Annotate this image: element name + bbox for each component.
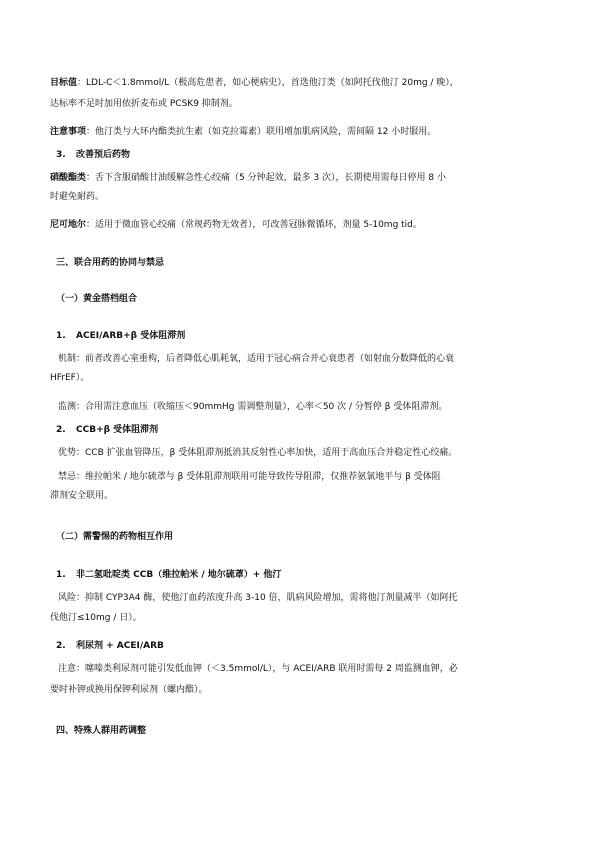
contraindication-line1: 禁忌：维拉帕米 / 地尔硫䓬与 β 受体阻滞剂联用可能导致传导阻滞，仅推荐氨氯地平与 β 受体阻 — [58, 472, 441, 482]
nicorandil-text: ：适用于微血管心绞痛（常规药物无效者），可改善冠脉微循环，剂量 5-10mg tid。 — [86, 220, 422, 230]
heading-title: 利尿剂 + ACEI/ARB — [76, 641, 164, 651]
section-three-heading — [50, 256, 555, 270]
target-value-paragraph — [50, 76, 555, 111]
advantage-text: 优势：CCB 扩张血管降压，β 受体阻滞剂抵消其反射性心率加快，适用于高血压合并稳定性心绞痛。 — [58, 448, 458, 458]
nitrates-paragraph — [50, 171, 555, 204]
risk-line2: 伐他汀≤10mg / 日）。 — [50, 613, 142, 623]
section-four-heading — [50, 724, 555, 738]
heading-title: 非二氢吡啶类 CCB（维拉帕米 / 地尔硫䓬）+ 他汀 — [76, 570, 282, 580]
heading-title: 改善预后药物 — [76, 150, 131, 160]
nicorandil-label: 尼可地尔 — [50, 220, 87, 230]
contraindication-line2: 滞剂安全联用。 — [50, 491, 114, 501]
target-value-label: 目标值 — [50, 78, 78, 88]
diuretic-acei-heading — [50, 639, 555, 653]
precautions-paragraph — [50, 125, 555, 139]
heading-title: CCB+β 受体阻滞剂 — [76, 425, 159, 435]
heading-number: 1. — [56, 570, 66, 580]
ccb-statin-risk — [50, 591, 555, 625]
target-value-text-line1: ：LDL-C＜1.8mmol/L（极高危患者，如心梗病史），首选他汀类（如阿托伐他汀 20mg / 晚）， — [77, 78, 459, 88]
section-four-heading-text: 四、特殊人群用药调整 — [56, 726, 147, 736]
golden-combination-heading — [50, 292, 555, 306]
nitrates-label: 硝酸酯类 — [50, 173, 87, 183]
ccb-beta-blocker-heading — [50, 423, 555, 437]
nitrates-text-line1: ：舌下含服硝酸甘油缓解急性心绞痛（5 分钟起效，最多 3 次），长期使用需每日停用 8 小 — [86, 173, 447, 183]
ccb-beta-blocker-advantage — [50, 446, 555, 460]
risk-line1: 风险：抑制 CYP3A4 酶，使他汀血药浓度升高 3-10 倍，肌病风险增加，需将他汀剂量减半（如阿托 — [58, 593, 458, 603]
note-line2: 要时补钾或换用保钾利尿剂（螺内酯）。 — [50, 685, 208, 695]
section-three-heading-text: 三、联合用药的协同与禁忌 — [56, 258, 165, 268]
mechanism-line2: HFrEF）。 — [50, 373, 90, 383]
nitrates-text-line2: 时避免耐药。 — [50, 192, 105, 202]
heading-number: 3. — [56, 150, 66, 160]
golden-combination-heading-text: （一）黄金搭档组合 — [56, 294, 138, 304]
mechanism-line1: 机制：前者改善心室重构，后者降低心肌耗氧，适用于冠心病合并心衰患者（如射血分数降低的心衰 — [58, 354, 455, 364]
precautions-text: ：他汀类与大环内酯类抗生素（如克拉霉素）联用增加肌病风险，需间隔 12 小时服用。 — [86, 127, 437, 137]
prognosis-drugs-heading — [50, 148, 555, 162]
acei-beta-blocker-heading — [50, 329, 555, 343]
nicorandil-paragraph — [50, 218, 555, 232]
heading-number: 2. — [56, 425, 66, 435]
heading-number: 2. — [56, 641, 66, 651]
ccb-beta-blocker-contraindication — [50, 470, 555, 503]
diuretic-acei-note — [50, 662, 555, 697]
heading-title: ACEI/ARB+β 受体阻滞剂 — [76, 331, 186, 341]
heading-number: 1. — [56, 331, 66, 341]
drug-interactions-heading-text: （二）需警惕的药物相互作用 — [56, 532, 174, 542]
acei-beta-blocker-mechanism — [50, 352, 555, 385]
precautions-label: 注意事项 — [50, 127, 87, 137]
acei-beta-blocker-monitoring — [50, 400, 555, 414]
target-value-text-line2: 达标率不足时加用依折麦布或 PCSK9 抑制剂。 — [50, 99, 238, 109]
note-line1: 注意：噻嗪类利尿剂可能引发低血钾（＜3.5mmol/L），与 ACEI/ARB 联用时需每 2 周监测血钾，必 — [58, 664, 458, 674]
drug-interactions-heading — [50, 530, 555, 544]
monitoring-text: 监测：合用需注意血压（收缩压＜90mmHg 需调整剂量），心率＜50 次 / 分暂停 β 受体阻滞剂。 — [58, 402, 448, 412]
ccb-statin-heading — [50, 568, 555, 582]
